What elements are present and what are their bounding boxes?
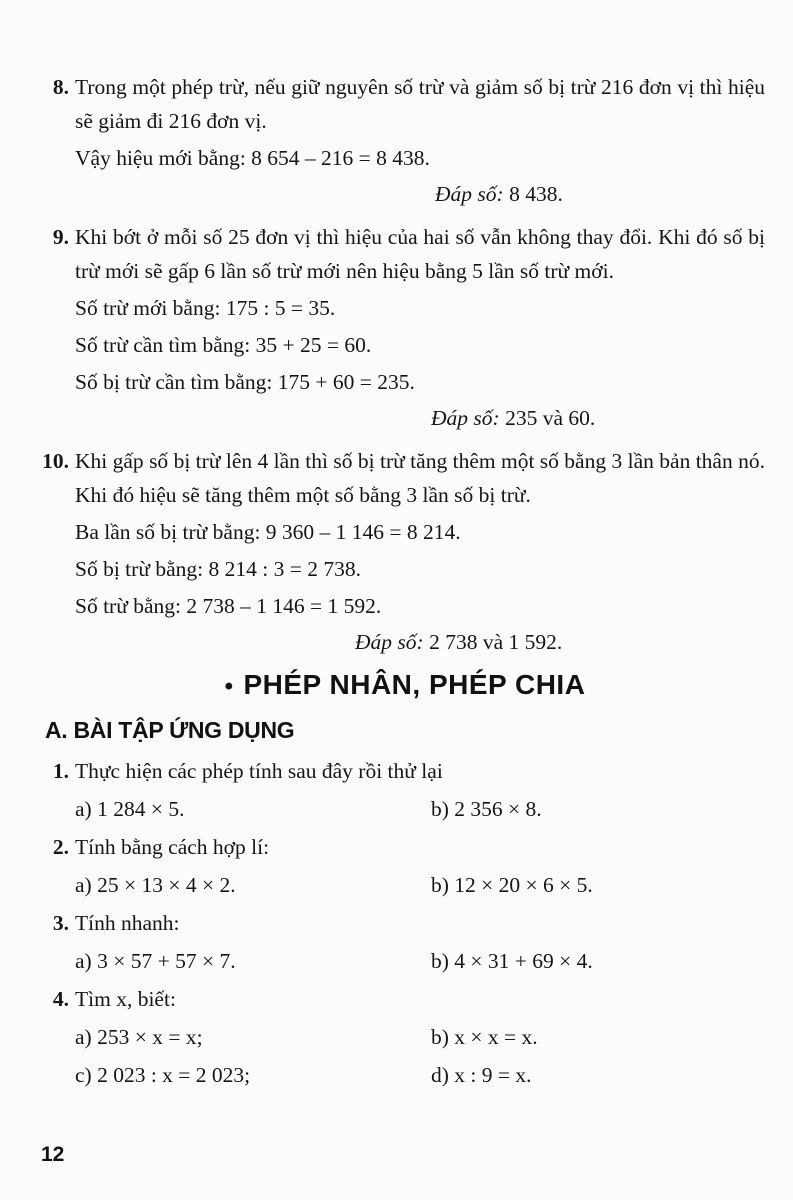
part-expression: 4 × 31 + 69 × 4.: [454, 949, 593, 973]
answer-value: 2 738 và 1 592.: [429, 630, 563, 654]
part-expression: x × x = x.: [454, 1025, 538, 1049]
solution-item-8: [52, 70, 765, 211]
part: [431, 1058, 765, 1092]
part-label: b): [431, 1025, 449, 1049]
part-expression: 2 023 : x = 2 023;: [97, 1063, 251, 1087]
solution-9-answer: [431, 401, 765, 435]
exercise-4: [52, 982, 765, 1092]
answer-label: Đáp số:: [355, 630, 424, 654]
exercise-2-text: Tính bằng cách hợp lí:: [75, 835, 270, 859]
solution-9-text: Khi bớt ở mỗi số 25 đơn vị thì hiệu của hai số vẫn không thay đổi. Khi đó số bị trừ mới sẽ gấp 6 lần số trừ mới nên hiệu bằng 5 lần số trừ mới.: [75, 225, 765, 283]
part-expression: 1 284 × 5.: [97, 797, 185, 821]
answer-value: 8 438.: [509, 182, 563, 206]
solution-item-10: [42, 444, 765, 659]
answer-label: Đáp số:: [435, 182, 504, 206]
part: [431, 868, 765, 902]
subsection-title: A. BÀI TẬP ỨNG DỤNG: [45, 717, 295, 743]
part: [75, 1020, 431, 1054]
exercise-1: [52, 754, 765, 826]
exercise-4-text: Tìm x, biết:: [75, 987, 176, 1011]
exercise-3-number: 3.: [52, 911, 69, 935]
section-title: [45, 669, 765, 701]
solution-8-step: Vậy hiệu mới bằng: 8 654 – 216 = 8 438.: [75, 146, 430, 170]
part: [431, 944, 765, 978]
exercise-2-number: 2.: [52, 835, 69, 859]
solution-9-number: 9.: [52, 225, 69, 249]
solution-10-body: [42, 444, 765, 512]
solution-10-number: 10.: [42, 449, 69, 473]
solution-9-step-2: Số trừ cần tìm bằng: 35 + 25 = 60.: [75, 333, 372, 357]
answer-label: Đáp số:: [431, 406, 500, 430]
solution-9-step-1: Số trừ mới bằng: 175 : 5 = 35.: [75, 296, 336, 320]
exercise-4-number: 4.: [52, 987, 69, 1011]
solution-10-text: Khi gấp số bị trừ lên 4 lần thì số bị trừ tăng thêm một số bằng 3 lần bản thân nó. Khi đó hiệu sẽ tăng thêm một số bằng 3 lần số bị trừ.: [75, 449, 765, 507]
exercise-1-number: 1.: [52, 759, 69, 783]
part-expression: 12 × 20 × 6 × 5.: [454, 873, 593, 897]
solution-9-step-3: Số bị trừ cần tìm bằng: 175 + 60 = 235.: [75, 370, 415, 394]
exercise-2: [52, 830, 765, 902]
part-expression: 2 356 × 8.: [454, 797, 542, 821]
part: [75, 792, 431, 826]
exercise-1-parts: [75, 792, 765, 826]
exercise-3-text: Tính nhanh:: [75, 911, 180, 935]
part: [75, 944, 431, 978]
exercise-1-prompt: [52, 754, 765, 788]
part-label: a): [75, 949, 92, 973]
answer-value: 235 và 60.: [505, 406, 596, 430]
part-label: d): [431, 1063, 449, 1087]
solution-10-step-1: Ba lần số bị trừ bằng: 9 360 – 1 146 = 8 214.: [75, 520, 461, 544]
part: [431, 1020, 765, 1054]
part-label: a): [75, 797, 92, 821]
exercise-2-parts: [75, 868, 765, 902]
part-expression: x : 9 = x.: [454, 1063, 532, 1087]
solution-8-body: [52, 70, 765, 138]
part-expression: 25 × 13 × 4 × 2.: [97, 873, 236, 897]
exercise-2-prompt: [52, 830, 765, 864]
part: [431, 792, 765, 826]
exercise-4-parts-row-1: [75, 1020, 765, 1054]
solutions-section: [42, 70, 765, 659]
solution-9-body: [52, 220, 765, 288]
page-content: [42, 70, 765, 1096]
part-expression: 3 × 57 + 57 × 7.: [97, 949, 236, 973]
part: [75, 868, 431, 902]
exercise-3-parts: [75, 944, 765, 978]
exercise-4-prompt: [52, 982, 765, 1016]
part-label: b): [431, 949, 449, 973]
exercise-4-parts-row-2: [75, 1058, 765, 1092]
solution-10-step-3: Số trừ bằng: 2 738 – 1 146 = 1 592.: [75, 594, 382, 618]
section-title-text: PHÉP NHÂN, PHÉP CHIA: [243, 669, 586, 700]
solution-8-text: Trong một phép trừ, nếu giữ nguyên số trừ và giảm số bị trừ 216 đơn vị thì hiệu sẽ giảm đi 216 đơn vị.: [75, 75, 765, 133]
bullet-icon: •: [224, 673, 234, 700]
part-label: a): [75, 873, 92, 897]
solution-8-answer: [435, 177, 765, 211]
part-expression: 253 × x = x;: [97, 1025, 203, 1049]
exercise-3: [52, 906, 765, 978]
solution-10-answer: [355, 625, 765, 659]
part-label: b): [431, 797, 449, 821]
part-label: c): [75, 1063, 92, 1087]
solution-10-step-2: Số bị trừ bằng: 8 214 : 3 = 2 738.: [75, 557, 361, 581]
page-number: 12: [41, 1143, 65, 1166]
solution-8-number: 8.: [52, 75, 69, 99]
part: [75, 1058, 431, 1092]
part-label: a): [75, 1025, 92, 1049]
solution-item-9: [52, 220, 765, 435]
exercise-1-text: Thực hiện các phép tính sau đây rồi thử lại: [75, 759, 443, 783]
exercise-3-prompt: [52, 906, 765, 940]
exercises-section: [52, 754, 765, 1092]
part-label: b): [431, 873, 449, 897]
